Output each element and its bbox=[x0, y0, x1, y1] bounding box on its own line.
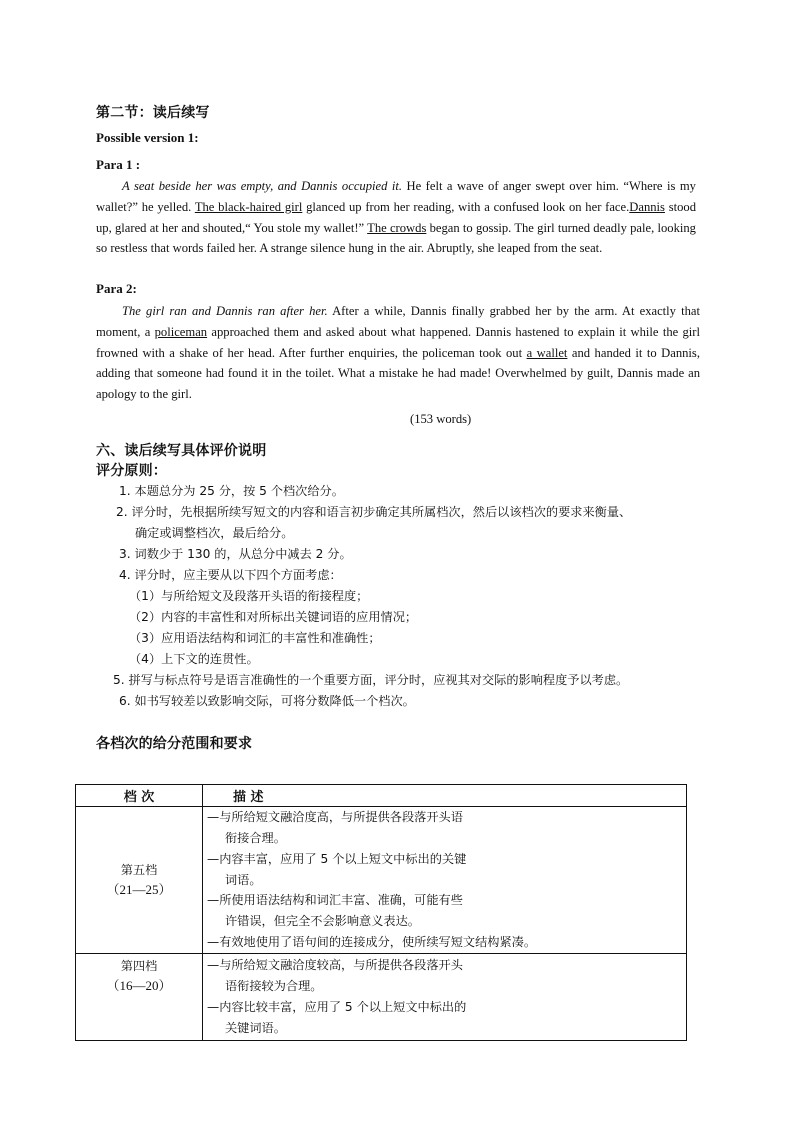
level-cell bbox=[76, 954, 203, 1041]
para2-lead: The girl ran and Dannis ran after her. bbox=[122, 304, 328, 318]
description-line: 许错误，但完全不会影响意义表达。 bbox=[225, 914, 420, 929]
para2-label: Para 2: bbox=[96, 281, 137, 296]
level-cell bbox=[76, 807, 203, 954]
sub-item-3: （3）应用语法结构和词汇的丰富性和准确性； bbox=[129, 631, 381, 645]
para1-lead: A seat beside her was empty, and Dannis occupied it. bbox=[122, 179, 403, 193]
word-count: (153 words) bbox=[410, 412, 472, 426]
description-line: 词语。 bbox=[225, 872, 262, 887]
header-level: 档 次 bbox=[76, 785, 203, 807]
description-line: —与所给短文融洽度高，与所提供各段落开头语 bbox=[207, 810, 463, 825]
evaluation-title: 六、读后续写具体评价说明 bbox=[96, 443, 267, 459]
sub-item-2: （2）内容的丰富性和对所标出关键词语的应用情况； bbox=[129, 610, 418, 624]
level-range: （16—20） bbox=[106, 978, 172, 993]
header-description: 描 述 bbox=[203, 785, 687, 807]
description-line: —有效地使用了语句间的连接成分，使所续写短文结构紧凑。 bbox=[207, 934, 537, 949]
principle-item-5: 5. 拼写与标点符号是语言准确性的一个重要方面，评分时，应视其对交际的影响程度予以考虑。 bbox=[113, 673, 629, 687]
level-name: 第四档 bbox=[120, 959, 158, 973]
keyword-underlined: a wallet bbox=[526, 345, 568, 360]
description-line: —所使用语法结构和词汇丰富、准确，可能有些 bbox=[207, 893, 463, 908]
principle-item-2-cont: 确定或调整档次，最后给分。 bbox=[135, 526, 294, 540]
description-line: 关键词语。 bbox=[225, 1020, 286, 1035]
table-row bbox=[76, 807, 687, 954]
principle-item-2: 2. 评分时，先根据所续写短文的内容和语言初步确定其所属档次，然后以该档次的要求来衡量、 bbox=[116, 505, 632, 519]
grade-section-title: 各档次的给分范围和要求 bbox=[96, 736, 253, 752]
table-row bbox=[76, 954, 687, 1041]
principles-label: 评分原则： bbox=[96, 463, 167, 479]
section-title: 第二节：读后续写 bbox=[96, 105, 210, 121]
principle-item-3: 3. 词数少于 130 的，从总分中减去 2 分。 bbox=[119, 547, 352, 561]
sub-item-4: （4）上下文的连贯性。 bbox=[129, 652, 259, 666]
level-name: 第五档 bbox=[120, 863, 158, 877]
para1-label: Para 1 : bbox=[96, 157, 141, 172]
sub-item-1: （1）与所给短文及段落开头语的衔接程度； bbox=[129, 589, 369, 603]
para1-text: A seat beside her was empty, and Dannis occupied it. He felt a wave of anger swept over him. “Where is my wallet?” he yelled. The black-haired girl glanced up from her reading, with a confused look on her face.Dannis stood up, glared at her and shouted,“ You stole my wallet!” The crowds began to gossip. The girl turned deadly pale, looking so restless that words failed her. A strange silence hung in the air. Abruptly, she leaped from the seat. bbox=[96, 179, 697, 256]
principle-item-4: 4. 评分时，应主要从以下四个方面考虑： bbox=[119, 568, 342, 582]
version-label: Possible version 1: bbox=[96, 130, 199, 145]
keyword-underlined: The crowds bbox=[367, 220, 427, 235]
description-cell bbox=[203, 807, 687, 954]
description-line: —内容丰富，应用了 5 个以上短文中标出的关键 bbox=[207, 851, 467, 866]
keyword-underlined: policeman bbox=[154, 324, 208, 339]
description-cell bbox=[203, 954, 687, 1041]
keyword-underlined: The black-haired girl bbox=[194, 199, 303, 214]
para2-text: The girl ran and Dannis ran after her. After a while, Dannis finally grabbed her by the arm. At exactly that moment, a policeman approached them and asked about what happened. Dannis hastened to explain it while the girl frowned with a shake of her head. After further enquiries, the policeman took out a wallet and handed it to Dannis, adding that someone had found it in the toilet. What a mistake he had made! Overwhelmed by guilt, Dannis made an apology to the girl. bbox=[96, 304, 700, 402]
description-line: 语衔接较为合理。 bbox=[225, 979, 323, 994]
description-line: —内容比较丰富，应用了 5 个以上短文中标出的 bbox=[207, 1000, 467, 1014]
level-range: （21—25） bbox=[106, 882, 172, 897]
principle-item-1: 1. 本题总分为 25 分，按 5 个档次给分。 bbox=[119, 484, 344, 498]
table-header-row bbox=[76, 785, 687, 807]
description-line: 衔接合理。 bbox=[225, 831, 286, 845]
grade-table bbox=[75, 784, 687, 1041]
keyword-underlined: Dannis bbox=[629, 199, 665, 214]
description-line: —与所给短文融洽度较高，与所提供各段落开头 bbox=[207, 958, 463, 973]
principle-item-6: 6. 如书写较差以致影响交际，可将分数降低一个档次。 bbox=[119, 694, 415, 708]
